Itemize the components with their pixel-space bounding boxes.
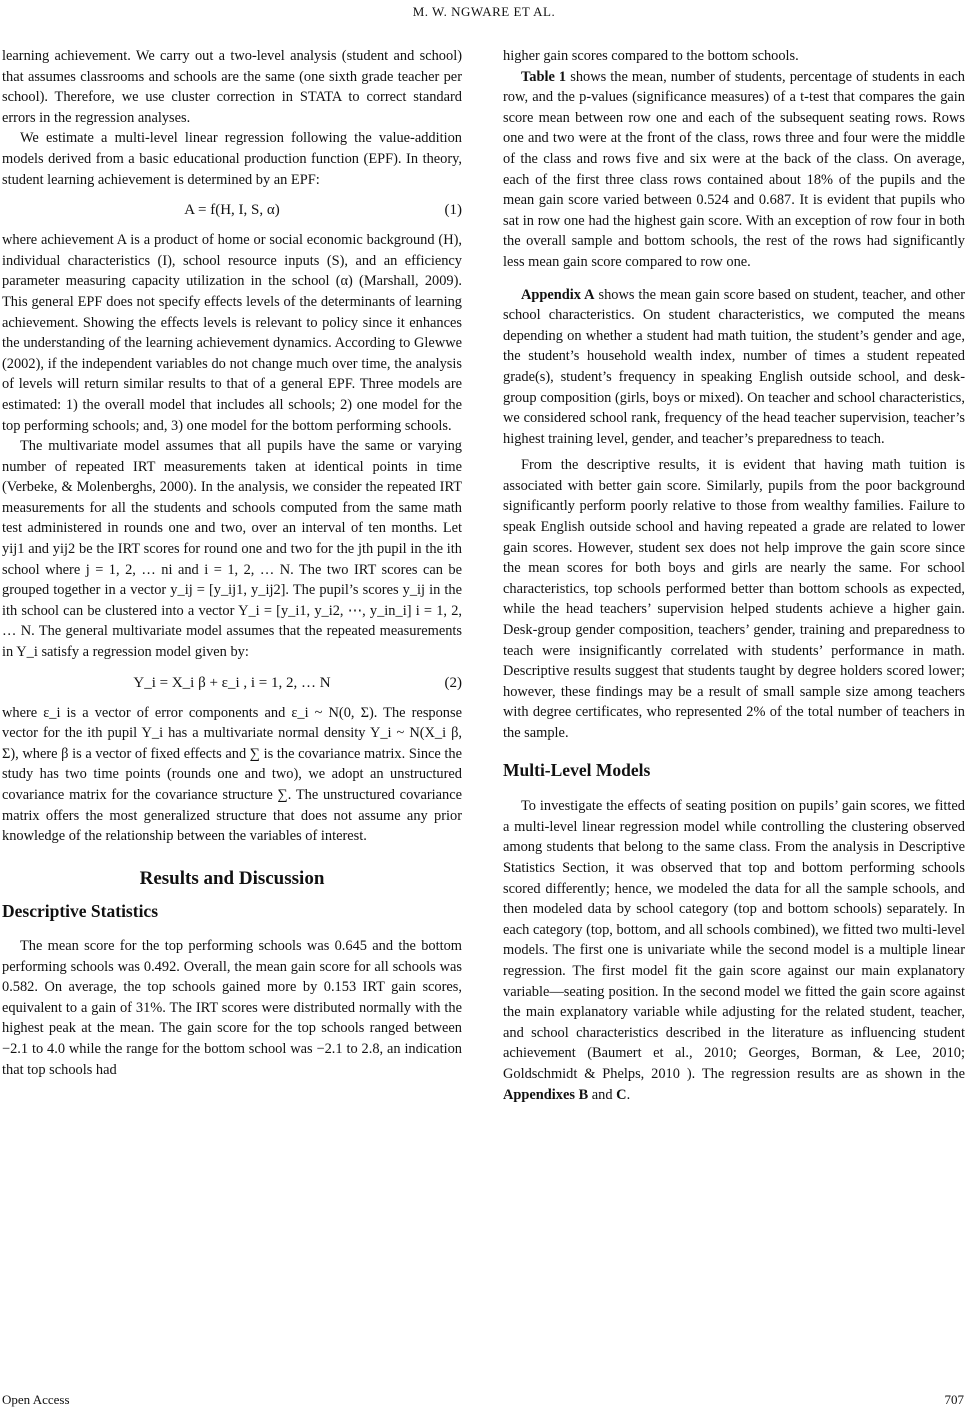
appendix-reference: Appendixes B	[503, 1086, 589, 1103]
appendix-reference: Appendix A	[521, 286, 595, 303]
equation-1	[2, 190, 462, 230]
equation-number: (2)	[444, 674, 462, 691]
subsection-heading: Descriptive Statistics	[2, 901, 159, 922]
appendix-reference: C	[616, 1086, 627, 1103]
paragraph-text: shows the mean gain score based on student, teacher, and other school characteristics. On student characteristics, we computed the means depending on whether a student had math tuition, the student’s gender and age, the student’s household wealth index, number of times a student repeated grade(s), student’s frequency in speaking English outside school, and desk-group composition (girls, boys or mixed). On teacher and school characteristics, we considered school rank, frequency of the head teacher supervision, teacher’s highest training level, gender, and teacher’s preparedness to teach.	[503, 286, 965, 447]
sentence-end: .	[626, 1086, 631, 1103]
right-column	[503, 46, 965, 1105]
paragraph: higher gain scores compared to the bottom schools.	[503, 48, 799, 64]
equation-expression: A = f(H, I, S, α)	[184, 202, 280, 219]
equation-2	[2, 663, 462, 703]
paragraph-text: shows the mean, number of students, percentage of students in each row, and the p-values (significance measures) of a t-test that compares the gain score mean between row one and each of the subsequent seating rows. Rows one and two were at the front of the class, rows three and four were the middle of the class and rows five and six were at the back of the class. On average, each of the first three class rows contained about 18% of the pupils and the mean gain score varied between 0.524 and 0.687. It is evident that pupils who sat in row one had the highest gain score. With an exception of row four in both the overall sample and bottom schools, the rest of the rows had significantly less mean gain score compared to row one.	[503, 68, 966, 270]
equation-number: (1)	[444, 202, 462, 219]
paragraph	[503, 796, 965, 1105]
paragraph: The multivariate model assumes that all pupils have the same or varying number of repeated IRT measurements taken at identical points in time (Verbeke, & Molenberghs, 2000). In the analysis, we consider the repeated IRT measurements for all the students and schools computed from the same math test administered in rounds one and two, over an interval of ten months. Let yij1 and yij2 be the IRT scores for round one and two for the jth pupil in the ith school where j = 1, 2, … ni and i = 1, 2, … N. The two IRT scores can be grouped together in a vector y_ij = [y_ij1, y_ij2]. The pupil’s scores y_ij in the ith school can be clustered into a vector Y_i = [y_i1, y_i2, ⋯, y_in_i] i = 1, 2, … N. The general multivariate model assumes that the repeated measurements in Y_i satisfy a regression model given by:	[2, 438, 462, 661]
paragraph: where ε_i is a vector of error components and ε_i ~ N(0, Σ). The response vector for the ith pupil Y_i has a multivariate normal density Y_i ~ N(X_i β, Σ), where β is a vector of fixed effects and ∑ is the covariance matrix. Since the study has two time points (rounds one and two), we adopt an unstructured covariance matrix for the covariance structure ∑. The unstructured covariance matrix offers the most generalized structure that does not assume any prior knowledge of the relationship between the variables of interest.	[2, 704, 462, 845]
paragraph: where achievement A is a product of home or social economic background (H), individual characteristics (I), school resource inputs (S), and an efficiency parameter measuring capacity utilization in the school (α) (Marshall, 2009). This general EPF does not specify effects levels of the determinants of learning achievement. Showing the effects levels is relevant to policy since it enhances the understanding of the learning achievement dynamics. According to Glewwe (2002), if the independent variables do not change much over time, the analysis of levels will return similar results to that of a general EPF. Three models are estimated: 1) the overall model that includes all schools; 2) one model for the top performing schools; and, 3) one model for the bottom performing schools.	[2, 232, 462, 434]
paragraph: learning achievement. We carry out a two-level analysis (student and school) that assumes classrooms and schools are the same (one sixth grade teacher per school). Therefore, we use cluster correction in STATA to correct standard errors in the regression analyses.	[2, 48, 462, 126]
section-heading: Results and Discussion	[139, 867, 325, 889]
paragraph: We estimate a multi-level linear regression following the value-addition models derived from a basic educational production function (EPF). In theory, student learning achievement is determined by an EPF:	[2, 130, 462, 188]
page-number: 707	[944, 1392, 964, 1407]
conjunction: and	[588, 1086, 617, 1103]
footer-open-access: Open Access	[2, 1392, 70, 1407]
table-reference: Table 1	[521, 68, 567, 85]
equation-expression: Y_i = X_i β + ε_i , i = 1, 2, … N	[133, 674, 331, 691]
paragraph	[503, 285, 965, 450]
paragraph: The mean score for the top performing schools was 0.645 and the bottom performing schools was 0.492. Overall, the mean gain score for all schools was 0.582. On average, the top schools gained more by 0.153 IRT gain scores, equivalent to a gain of 31%. The IRT scores were distributed normally with the highest peak at the mean. The gain score for the top schools ranged between −2.1 to 4.0 while the range for the bottom school was −2.1 to 2.8, an indication that top schools had	[2, 937, 462, 1078]
subsection-heading: Multi-Level Models	[503, 759, 651, 780]
paragraph-text: To investigate the effects of seating position on pupils’ gain scores, we fitted a multi-level linear regression model while controlling the clustering observed among students that belong to the same class. From the analysis in Descriptive Statistics Section, it was observed that top and bottom performing schools scored differently; hence, we modeled the data for all the sample schools, and then modeled data by school category (top and bottom schools) separately. In each category (top, bottom, and all schools combined), we fitted two multi-level models. The first one is univariate while the second model is a multiple linear regression. The first model fit the gain score against our main explanatory variable—seating position. In the second model we fitted the gain score against the main explanatory variable while adjusting for the related student, teacher, and school characteristics described in the literature as influencing student achievement (Baumert et al., 2010; Georges, Borman, & Lee, 2010; Goldschmidt & Phelps, 2010 ). The regression results are as shown in the	[503, 798, 965, 1082]
running-header: M. W. NGWARE ET AL.	[412, 4, 556, 19]
paragraph	[503, 67, 965, 273]
left-column	[2, 46, 462, 1080]
paragraph: From the descriptive results, it is evident that having math tuition is associated with better gain score. Similarly, pupils from the poor background significantly perform poorly relative to those from wealthy families. Failure to speak English outside school and having repeated a grade are related to lower gain scores. However, student sex does not help improve the gain score since the mean scores for both boys and girls are nearly the same. For school characteristics, top schools performed better than bottom schools as expected, while the head teachers’ supervision helped students achieve a higher gain. Desk-group gender composition, teachers’ gender, training and preparedness to teach were insignificantly correlated with students’ performance in math. Descriptive results suggest that students taught by degree holders scored lower; however, these findings may be a result of small sample size among teachers with degree certificates, who represented 2% of the total number of teachers in the sample.	[503, 457, 965, 741]
